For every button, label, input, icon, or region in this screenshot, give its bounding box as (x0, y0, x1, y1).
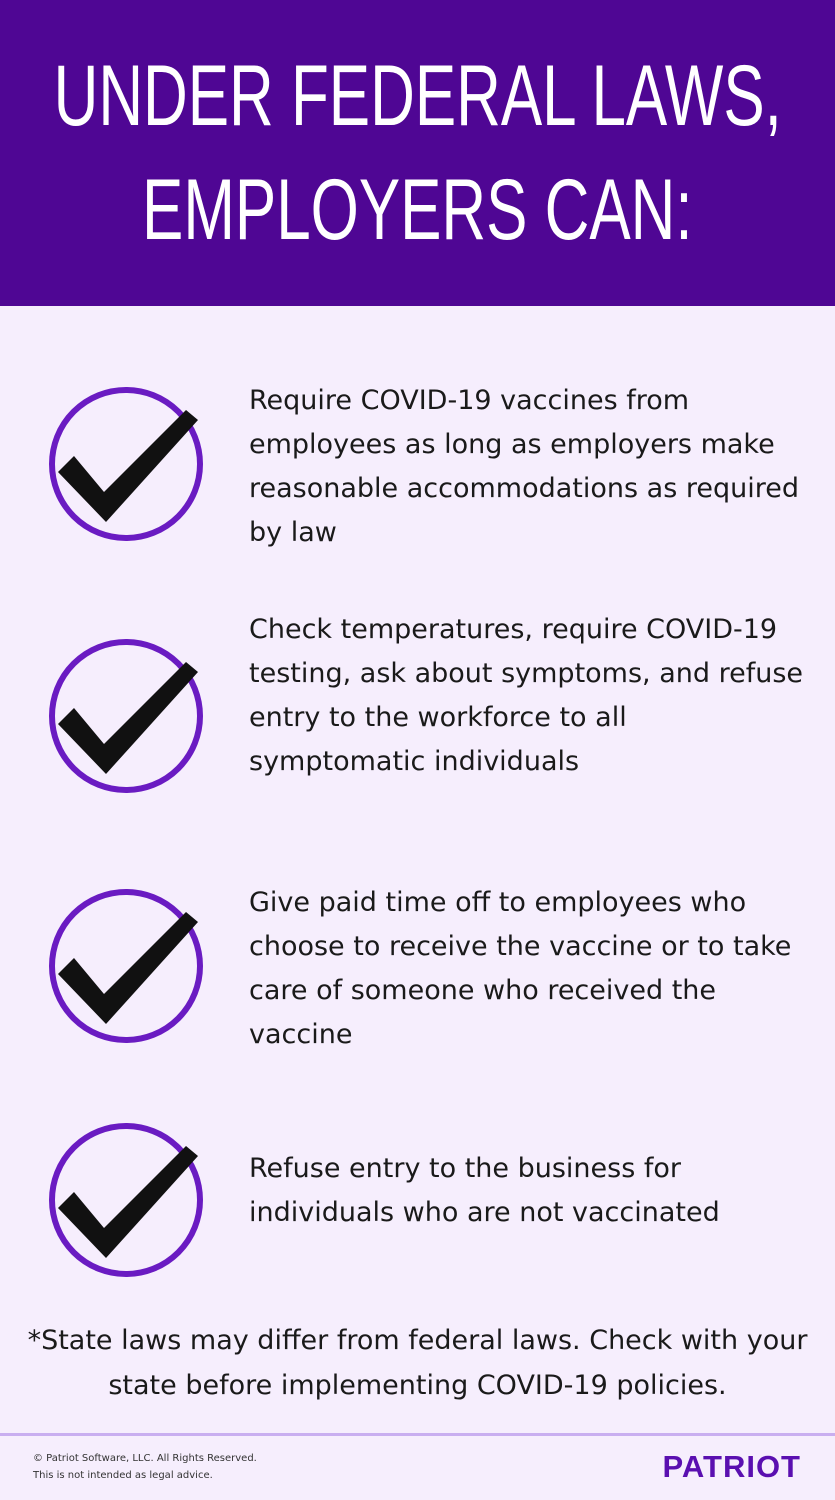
item-text: Check temperatures, require COVID-19 testing, ask about symptoms, and refuse entry to the workforce to all symptomatic individuals (249, 614, 804, 777)
checkmark-circle-icon (46, 384, 206, 544)
page-header (0, 0, 835, 306)
item-text: Require COVID-19 vaccines from employees as long as employers make reasonable accommodations as required by law (249, 385, 799, 548)
state-law-note: *State laws may differ from federal laws. Check with your state before implementing COVID-19 policies. (27, 1325, 808, 1401)
header-title-line-2: EMPLOYERS CAN: (142, 162, 693, 258)
copyright-text: © Patriot Software, LLC. All Rights Reserved. (33, 1453, 257, 1464)
checkmark-circle-icon (46, 1120, 206, 1280)
footer-legal (33, 1450, 257, 1484)
patriot-logo: PATRIOT (662, 1449, 801, 1484)
disclaimer-text: This is not intended as legal advice. (33, 1470, 213, 1481)
item-text: Refuse entry to the business for individuals who are not vaccinated (249, 1153, 720, 1228)
footer-divider (0, 1433, 835, 1436)
header-title-line-1: UNDER FEDERAL LAWS, (53, 48, 782, 144)
checkmark-circle-icon (46, 636, 206, 796)
item-text: Give paid time off to employees who choose to receive the vaccine or to take care of someone who received the vaccine (249, 887, 792, 1050)
checkmark-circle-icon (46, 886, 206, 1046)
